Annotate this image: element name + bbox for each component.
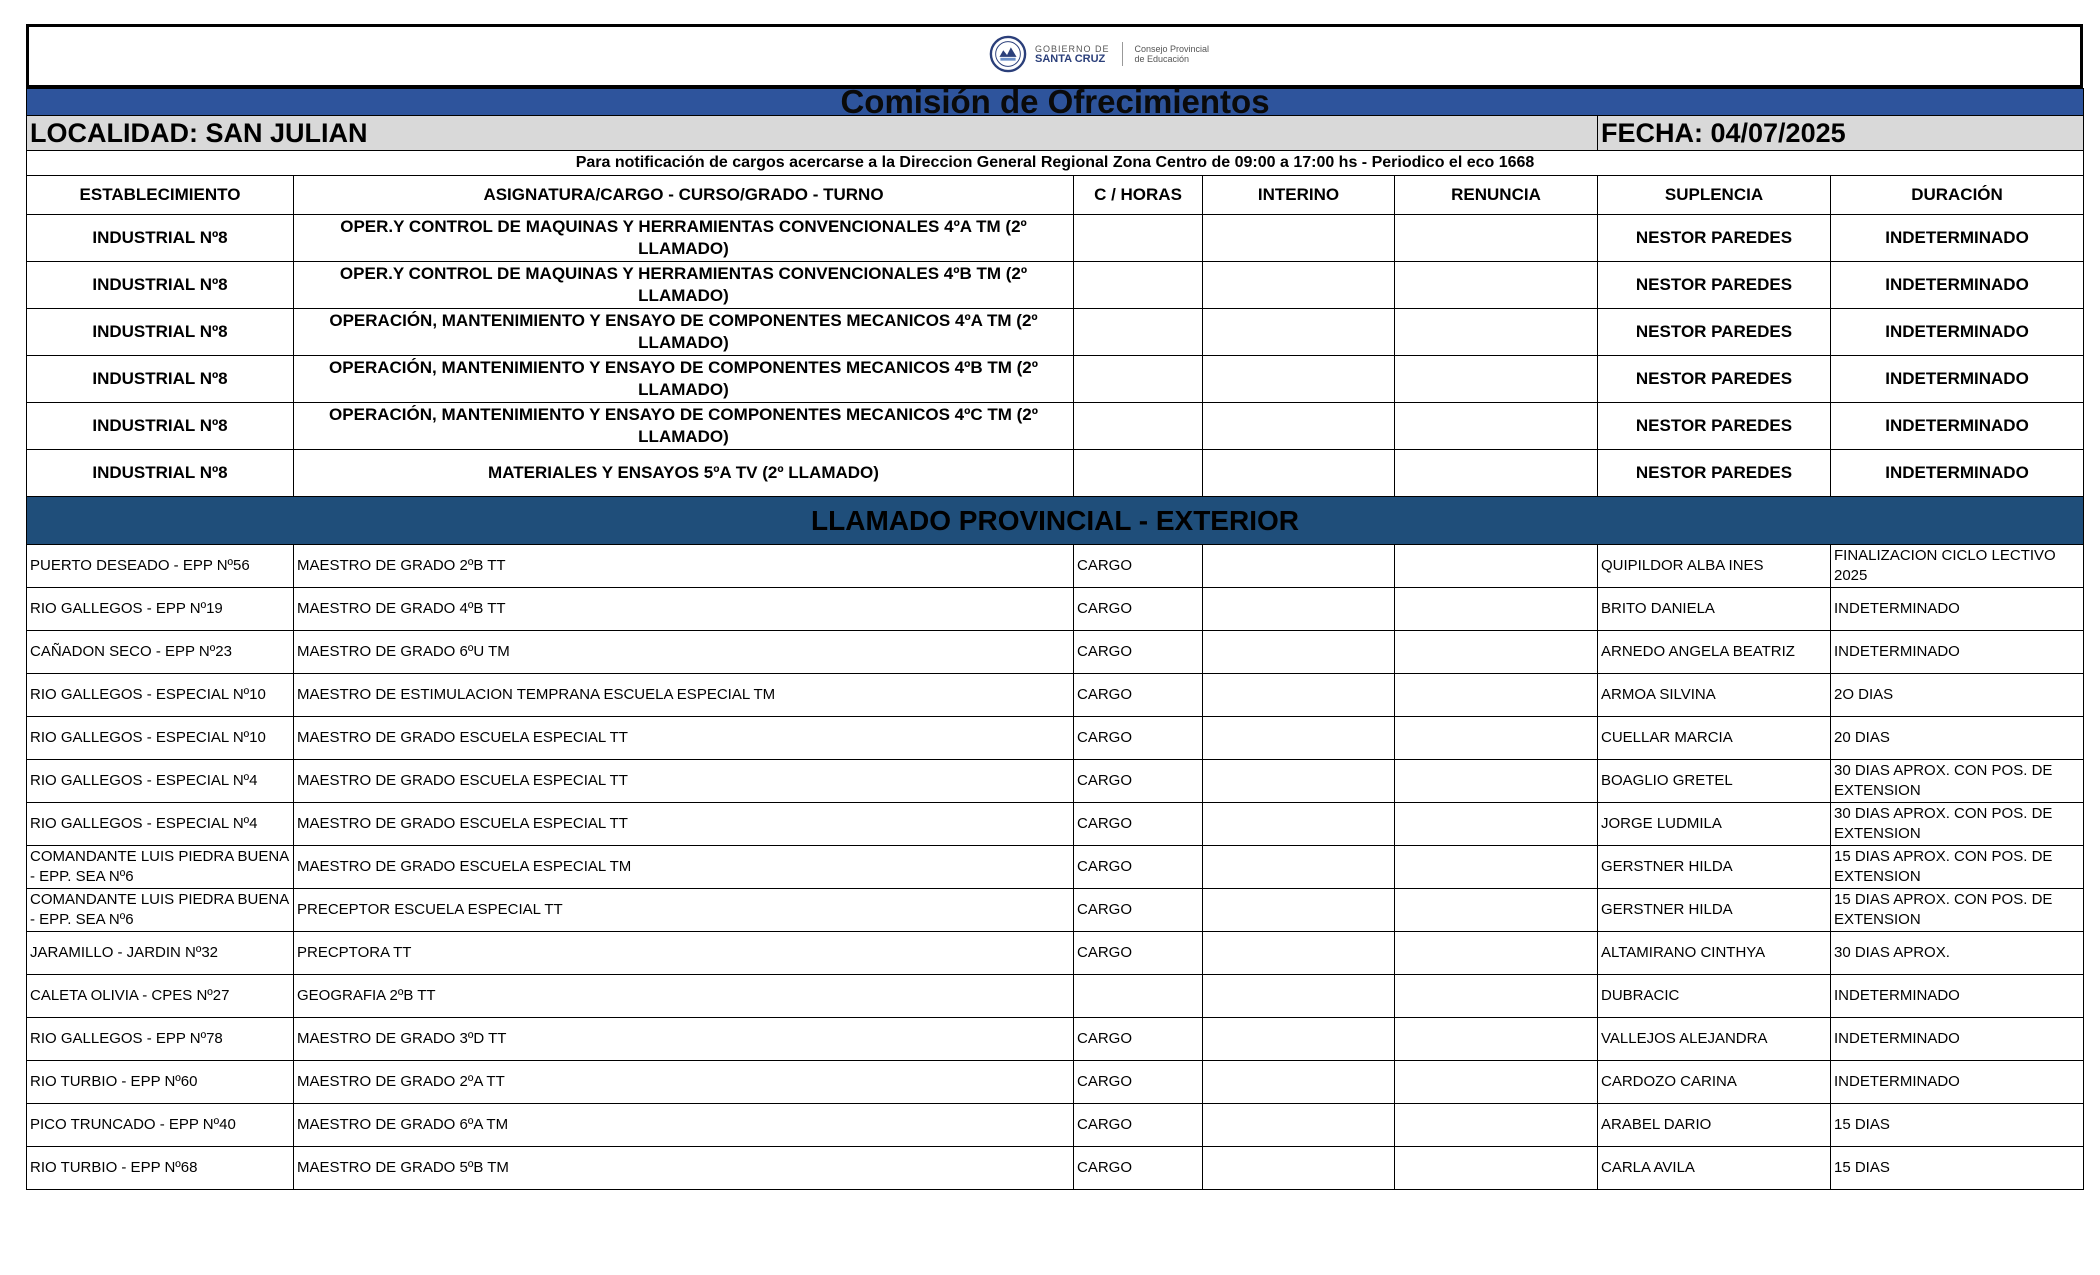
col-header-interino: INTERINO [1203,176,1395,215]
council-line-1: Consejo Provincial [1134,44,1210,54]
cell-horas: CARGO [1074,1061,1203,1104]
col-header-establecimiento: ESTABLECIMIENTO [27,176,294,215]
cell-renuncia [1395,309,1598,356]
table-row [27,760,2084,803]
table-row [27,403,2084,450]
cell-suplencia: DUBRACIC [1598,975,1831,1018]
cell-suplencia: VALLEJOS ALEJANDRA [1598,1018,1831,1061]
cell-renuncia [1395,450,1598,497]
cell-duracion: INDETERMINADO [1831,631,2084,674]
cell-asignatura: PRECPTORA TT [294,932,1074,975]
cell-suplencia: CARLA AVILA [1598,1147,1831,1190]
cell-renuncia [1395,889,1598,932]
cell-horas: CARGO [1074,1018,1203,1061]
cell-renuncia [1395,803,1598,846]
table-row [27,1104,2084,1147]
cell-interino [1203,803,1395,846]
cell-renuncia [1395,545,1598,588]
government-logo [989,35,1209,73]
cell-interino [1203,309,1395,356]
table-row [27,450,2084,497]
cell-establecimiento: RIO GALLEGOS - EPP Nº78 [27,1018,294,1061]
cell-asignatura: MAESTRO DE GRADO 4ºB TT [294,588,1074,631]
cell-suplencia: GERSTNER HILDA [1598,889,1831,932]
section-header-row [27,497,2084,545]
cell-duracion: 15 DIAS [1831,1104,2084,1147]
cell-asignatura: MAESTRO DE GRADO ESCUELA ESPECIAL TT [294,803,1074,846]
cell-duracion: INDETERMINADO [1831,975,2084,1018]
cell-asignatura: MAESTRO DE GRADO 3ºD TT [294,1018,1074,1061]
cell-establecimiento: RIO TURBIO - EPP Nº68 [27,1147,294,1190]
cell-suplencia: ALTAMIRANO CINTHYA [1598,932,1831,975]
cell-suplencia: ARABEL DARIO [1598,1104,1831,1147]
cell-duracion: 15 DIAS APROX. CON POS. DE EXTENSION [1831,889,2084,932]
cell-suplencia: JORGE LUDMILA [1598,803,1831,846]
table-row [27,215,2084,262]
cell-interino [1203,846,1395,889]
cell-establecimiento: INDUSTRIAL Nº8 [27,215,294,262]
cell-renuncia [1395,262,1598,309]
cell-renuncia [1395,717,1598,760]
cell-interino [1203,450,1395,497]
table-row [27,717,2084,760]
cell-establecimiento: COMANDANTE LUIS PIEDRA BUENA - EPP. SEA Nº6 [27,889,294,932]
cell-interino [1203,631,1395,674]
cell-asignatura: MAESTRO DE GRADO 5ºB TM [294,1147,1074,1190]
cell-interino [1203,403,1395,450]
cell-establecimiento: PUERTO DESEADO - EPP Nº56 [27,545,294,588]
cell-interino [1203,1061,1395,1104]
cell-horas [1074,356,1203,403]
cell-duracion: FINALIZACION CICLO LECTIVO 2025 [1831,545,2084,588]
col-header-suplencia: SUPLENCIA [1598,176,1831,215]
gov-line-2: SANTA CRUZ [1035,53,1106,65]
col-header-renuncia: RENUNCIA [1395,176,1598,215]
cell-horas: CARGO [1074,1147,1203,1190]
cell-asignatura: PRECEPTOR ESCUELA ESPECIAL TT [294,889,1074,932]
location-date-row [27,116,2084,151]
cell-establecimiento: PICO TRUNCADO - EPP Nº40 [27,1104,294,1147]
council-line-2: de Educación [1134,54,1190,64]
cell-duracion: 15 DIAS [1831,1147,2084,1190]
cell-horas: CARGO [1074,1104,1203,1147]
table-row [27,932,2084,975]
table-row [27,309,2084,356]
cell-suplencia: NESTOR PAREDES [1598,309,1831,356]
cell-renuncia [1395,760,1598,803]
cell-horas: CARGO [1074,889,1203,932]
offerings-sheet [26,24,2083,1190]
cell-horas: CARGO [1074,803,1203,846]
table-row [27,1061,2084,1104]
cell-renuncia [1395,975,1598,1018]
cell-asignatura: MATERIALES Y ENSAYOS 5ºA TV (2º LLAMADO) [294,450,1074,497]
cell-suplencia: CUELLAR MARCIA [1598,717,1831,760]
cell-horas [1074,262,1203,309]
cell-renuncia [1395,1147,1598,1190]
col-header-asignatura: ASIGNATURA/CARGO - CURSO/GRADO - TURNO [294,176,1074,215]
cell-establecimiento: INDUSTRIAL Nº8 [27,450,294,497]
cell-interino [1203,760,1395,803]
logo-header [26,24,2083,88]
title-row [27,89,2084,116]
notice-row [27,151,2084,176]
cell-interino [1203,674,1395,717]
cell-asignatura: GEOGRAFIA 2ºB TT [294,975,1074,1018]
table-row [27,889,2084,932]
offerings-table [26,88,2084,1190]
table-row [27,975,2084,1018]
cell-establecimiento: COMANDANTE LUIS PIEDRA BUENA - EPP. SEA Nº6 [27,846,294,889]
cell-interino [1203,889,1395,932]
cell-establecimiento: CAÑADON SECO - EPP Nº23 [27,631,294,674]
cell-renuncia [1395,215,1598,262]
cell-suplencia: BRITO DANIELA [1598,588,1831,631]
cell-renuncia [1395,403,1598,450]
government-name [1035,44,1110,64]
cell-interino [1203,1147,1395,1190]
cell-establecimiento: INDUSTRIAL Nº8 [27,403,294,450]
cell-renuncia [1395,631,1598,674]
cell-interino [1203,717,1395,760]
cell-establecimiento: RIO GALLEGOS - ESPECIAL Nº4 [27,760,294,803]
cell-interino [1203,932,1395,975]
cell-asignatura: MAESTRO DE GRADO 6ºA TM [294,1104,1074,1147]
cell-duracion: 30 DIAS APROX. CON POS. DE EXTENSION [1831,760,2084,803]
cell-asignatura: MAESTRO DE GRADO 2ºB TT [294,545,1074,588]
cell-asignatura: OPER.Y CONTROL DE MAQUINAS Y HERRAMIENTAS CONVENCIONALES 4ºA TM (2º LLAMADO) [294,215,1074,262]
cell-suplencia: ARNEDO ANGELA BEATRIZ [1598,631,1831,674]
cell-establecimiento: JARAMILLO - JARDIN Nº32 [27,932,294,975]
council-name [1135,44,1210,64]
cell-horas: CARGO [1074,932,1203,975]
cell-duracion: INDETERMINADO [1831,1018,2084,1061]
notice-text: Para notificación de cargos acercarse a la Direccion General Regional Zona Centro de 09:00 a 17:00 hs - Periodico el eco 1668 [27,151,2084,176]
cell-duracion: INDETERMINADO [1831,450,2084,497]
cell-asignatura: OPER.Y CONTROL DE MAQUINAS Y HERRAMIENTAS CONVENCIONALES 4ºB TM (2º LLAMADO) [294,262,1074,309]
cell-suplencia: NESTOR PAREDES [1598,262,1831,309]
logo-divider [1122,42,1123,66]
table-row [27,846,2084,889]
cell-establecimiento: RIO GALLEGOS - ESPECIAL Nº4 [27,803,294,846]
cell-asignatura: MAESTRO DE GRADO ESCUELA ESPECIAL TT [294,760,1074,803]
table-row [27,1147,2084,1190]
table-row [27,356,2084,403]
cell-asignatura: MAESTRO DE GRADO ESCUELA ESPECIAL TT [294,717,1074,760]
col-header-horas: C / HORAS [1074,176,1203,215]
cell-horas [1074,975,1203,1018]
table-row [27,588,2084,631]
cell-interino [1203,262,1395,309]
cell-renuncia [1395,1018,1598,1061]
cell-duracion: INDETERMINADO [1831,1061,2084,1104]
cell-establecimiento: RIO TURBIO - EPP Nº60 [27,1061,294,1104]
cell-horas: CARGO [1074,631,1203,674]
cell-duracion: 15 DIAS APROX. CON POS. DE EXTENSION [1831,846,2084,889]
table-row [27,262,2084,309]
cell-suplencia: BOAGLIO GRETEL [1598,760,1831,803]
cell-suplencia: NESTOR PAREDES [1598,450,1831,497]
cell-establecimiento: INDUSTRIAL Nº8 [27,356,294,403]
cell-duracion: INDETERMINADO [1831,403,2084,450]
cell-horas [1074,309,1203,356]
table-row [27,545,2084,588]
cell-establecimiento: RIO GALLEGOS - EPP Nº19 [27,588,294,631]
cell-establecimiento: INDUSTRIAL Nº8 [27,309,294,356]
cell-horas: CARGO [1074,588,1203,631]
cell-interino [1203,545,1395,588]
cell-horas: CARGO [1074,545,1203,588]
cell-renuncia [1395,674,1598,717]
cell-asignatura: MAESTRO DE GRADO 2ºA TT [294,1061,1074,1104]
cell-interino [1203,1104,1395,1147]
cell-asignatura: MAESTRO DE GRADO ESCUELA ESPECIAL TM [294,846,1074,889]
cell-interino [1203,588,1395,631]
cell-renuncia [1395,846,1598,889]
cell-suplencia: ARMOA SILVINA [1598,674,1831,717]
col-header-duracion: DURACIÓN [1831,176,2084,215]
cell-horas: CARGO [1074,674,1203,717]
cell-suplencia: NESTOR PAREDES [1598,215,1831,262]
cell-horas [1074,450,1203,497]
cell-horas [1074,403,1203,450]
cell-asignatura: OPERACIÓN, MANTENIMIENTO Y ENSAYO DE COMPONENTES MECANICOS 4ºA TM (2º LLAMADO) [294,309,1074,356]
cell-renuncia [1395,356,1598,403]
table-row [27,674,2084,717]
cell-suplencia: GERSTNER HILDA [1598,846,1831,889]
column-header-row [27,176,2084,215]
cell-asignatura: MAESTRO DE ESTIMULACION TEMPRANA ESCUELA ESPECIAL TM [294,674,1074,717]
cell-interino [1203,356,1395,403]
cell-establecimiento: RIO GALLEGOS - ESPECIAL Nº10 [27,674,294,717]
cell-duracion: 30 DIAS APROX. CON POS. DE EXTENSION [1831,803,2084,846]
section-title: LLAMADO PROVINCIAL - EXTERIOR [27,497,2084,545]
cell-horas: CARGO [1074,760,1203,803]
cell-renuncia [1395,1061,1598,1104]
page-title: Comisión de Ofrecimientos [27,89,2084,116]
cell-suplencia: NESTOR PAREDES [1598,403,1831,450]
cell-asignatura: OPERACIÓN, MANTENIMIENTO Y ENSAYO DE COMPONENTES MECANICOS 4ºC TM (2º LLAMADO) [294,403,1074,450]
cell-duracion: INDETERMINADO [1831,309,2084,356]
cell-establecimiento: INDUSTRIAL Nº8 [27,262,294,309]
cell-duracion: 30 DIAS APROX. [1831,932,2084,975]
cell-asignatura: OPERACIÓN, MANTENIMIENTO Y ENSAYO DE COMPONENTES MECANICOS 4ºB TM (2º LLAMADO) [294,356,1074,403]
cell-suplencia: NESTOR PAREDES [1598,356,1831,403]
cell-horas: CARGO [1074,717,1203,760]
cell-horas: CARGO [1074,846,1203,889]
locality-label: LOCALIDAD: SAN JULIAN [27,116,1598,151]
cell-duracion: 2O DIAS [1831,674,2084,717]
cell-suplencia: CARDOZO CARINA [1598,1061,1831,1104]
table-row [27,803,2084,846]
cell-renuncia [1395,588,1598,631]
gov-line-1: GOBIERNO DE [1035,44,1110,54]
cell-renuncia [1395,1104,1598,1147]
cell-asignatura: MAESTRO DE GRADO 6ºU TM [294,631,1074,674]
cell-establecimiento: RIO GALLEGOS - ESPECIAL Nº10 [27,717,294,760]
cell-duracion: INDETERMINADO [1831,588,2084,631]
cell-interino [1203,975,1395,1018]
cell-suplencia: QUIPILDOR ALBA INES [1598,545,1831,588]
date-label: FECHA: 04/07/2025 [1598,116,2084,151]
cell-horas [1074,215,1203,262]
province-seal-icon [989,35,1027,73]
cell-duracion: INDETERMINADO [1831,215,2084,262]
cell-interino [1203,215,1395,262]
cell-duracion: INDETERMINADO [1831,262,2084,309]
table-row [27,631,2084,674]
cell-interino [1203,1018,1395,1061]
cell-establecimiento: CALETA OLIVIA - CPES Nº27 [27,975,294,1018]
cell-renuncia [1395,932,1598,975]
table-row [27,1018,2084,1061]
cell-duracion: INDETERMINADO [1831,356,2084,403]
cell-duracion: 20 DIAS [1831,717,2084,760]
